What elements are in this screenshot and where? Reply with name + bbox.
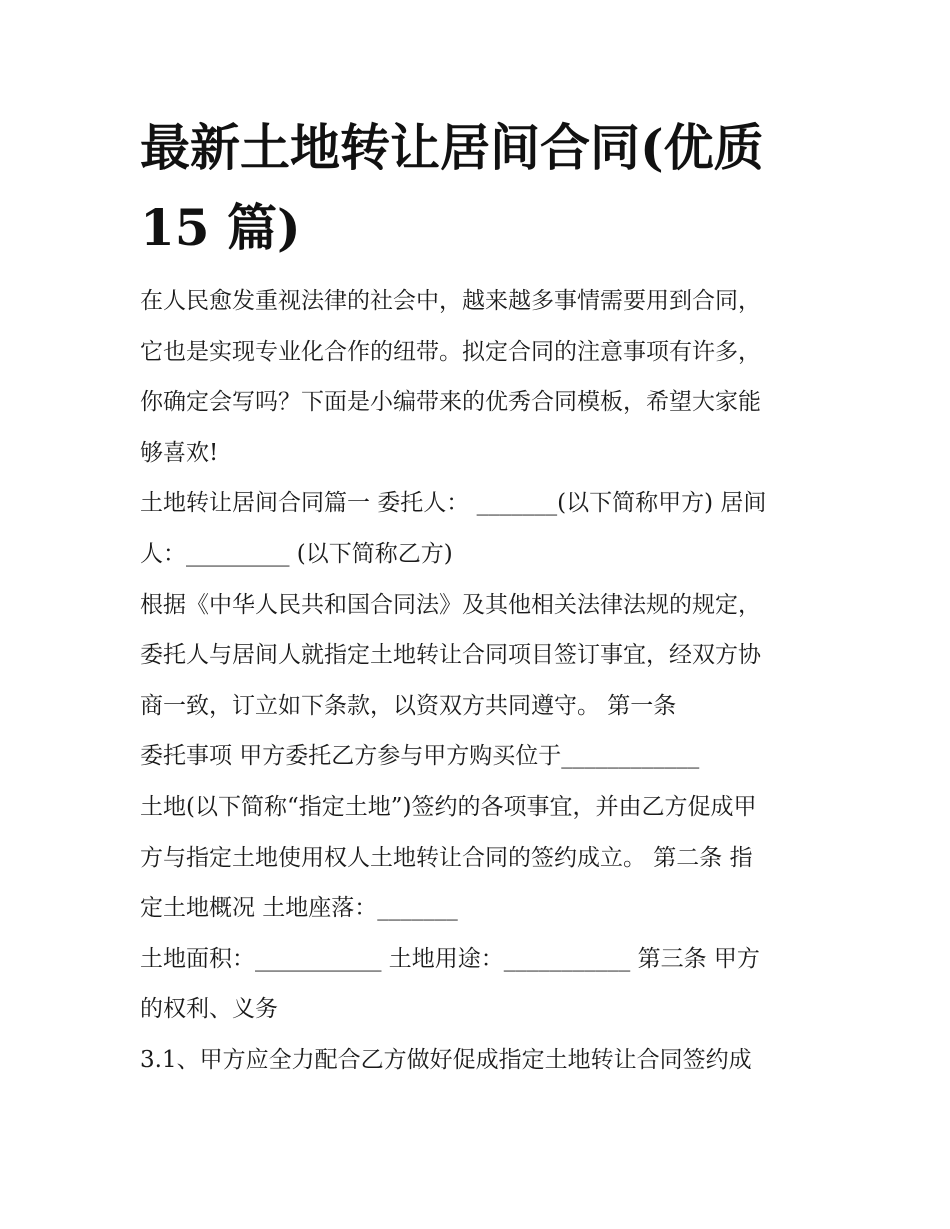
basis-paragraph — [140, 580, 820, 732]
article-1-continued-paragraph — [140, 782, 820, 934]
text-line: 方与指定土地使用权人土地转让合同的签约成立。 第二条 指 — [140, 844, 753, 871]
document-body — [140, 276, 820, 1086]
text-line: 土地(以下简称“指定土地”)签约的各项事宜，并由乙方促成甲 — [140, 793, 757, 820]
text-line: 3.1、甲方应全力配合乙方做好促成指定土地转让合同签约成 — [140, 1046, 752, 1073]
text-line: 根据《中华人民共和国合同法》及其他相关法律法规的规定， — [140, 591, 761, 618]
text-line: 在人民愈发重视法律的社会中，越来越多事情需要用到合同， — [140, 288, 761, 314]
document-title-line: 最新土地转让居间合同(优质 — [140, 118, 764, 177]
text-line: 人：_________ (以下简称乙方) — [140, 540, 453, 567]
clause-3-1-paragraph — [140, 1035, 820, 1086]
text-line: 土地转让居间合同篇一 委托人： _______(以下简称甲方) 居间 — [140, 490, 767, 517]
intro-paragraph — [140, 276, 820, 478]
article-1-paragraph — [140, 731, 820, 782]
text-line: 委托人与居间人就指定土地转让合同项目签订事宜，经双方协 — [140, 642, 761, 669]
text-line: 它也是实现专业化合作的纽带。拟定合同的注意事项有许多， — [140, 338, 761, 365]
text-line: 土地面积：___________ 土地用途：___________ 第三条 甲方 — [140, 945, 760, 972]
text-line: 委托事项 甲方委托乙方参与甲方购买位于____________ — [140, 743, 700, 770]
document-title — [140, 108, 820, 268]
text-line: 商一致，订立如下条款，以资双方共同遵守。 第一条 — [140, 692, 677, 719]
document-title-line: 15 篇) — [140, 198, 301, 257]
text-line: 够喜欢! — [140, 439, 219, 466]
text-line: 定土地概况 土地座落：_______ — [140, 895, 458, 922]
parties-paragraph — [140, 478, 820, 579]
text-line: 你确定会写吗？下面是小编带来的优秀合同模板，希望大家能 — [140, 389, 761, 416]
land-details-paragraph — [140, 934, 820, 1035]
text-line: 的权利、义务 — [140, 996, 278, 1023]
